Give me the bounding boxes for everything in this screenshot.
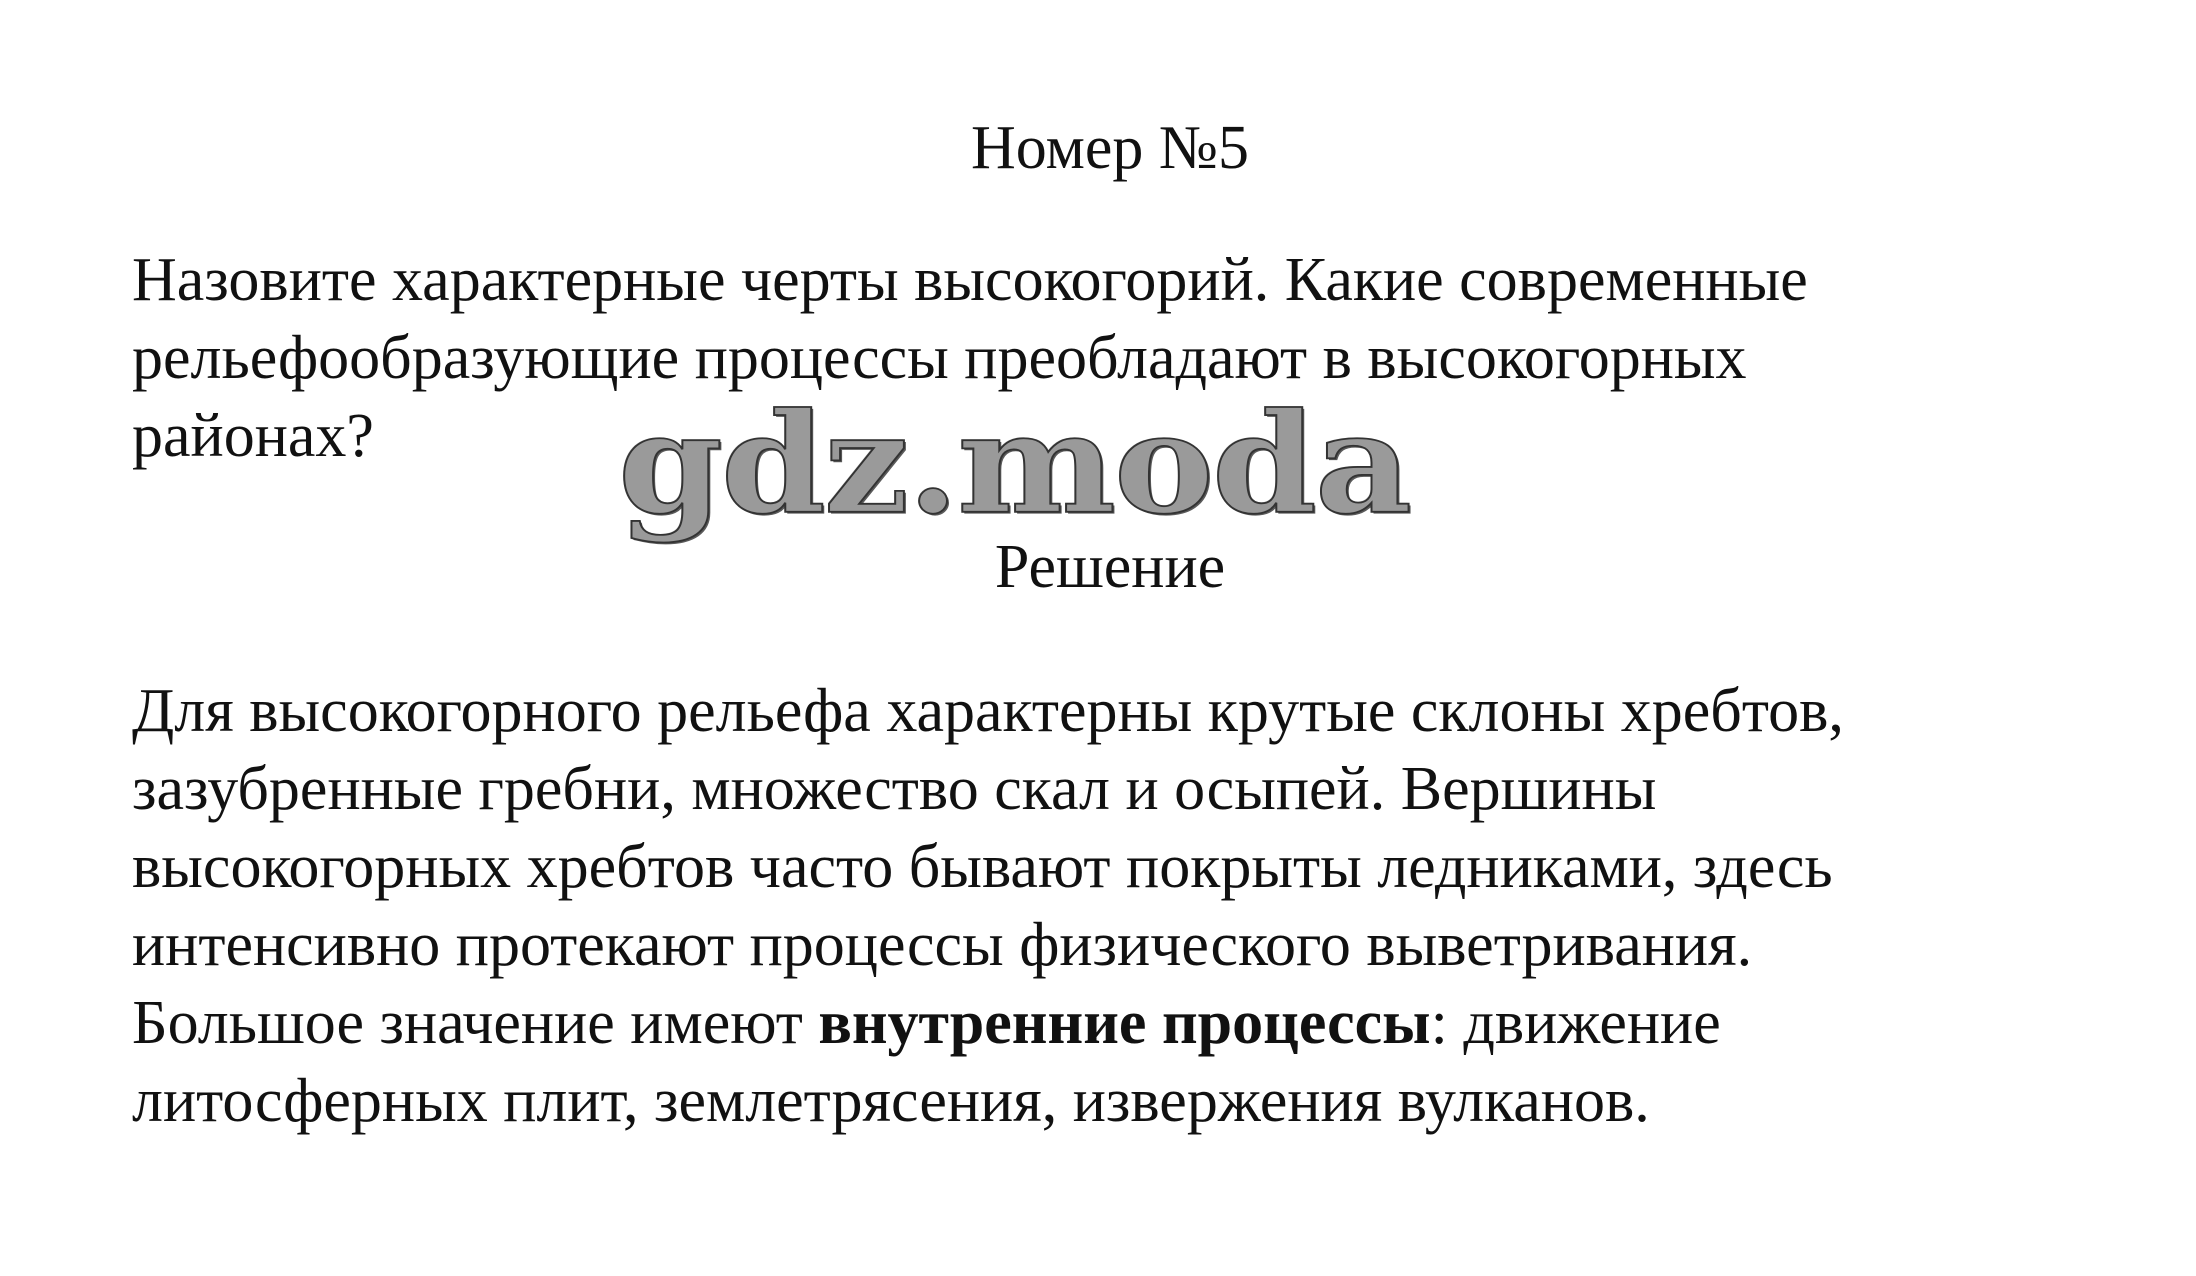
solution-heading: Решение bbox=[994, 533, 1226, 601]
answer-text bbox=[132, 672, 2132, 1140]
answer-line: высокогорных хребтов часто бывают покрыты ледниками, здесь bbox=[132, 833, 1833, 901]
answer-line-start: Большое значение имеют bbox=[132, 989, 819, 1057]
answer-line bbox=[132, 984, 2132, 1062]
question-line: рельефообразующие процессы преобладают в высокогорных bbox=[132, 324, 1747, 392]
watermark-logo: gdz.moda bbox=[618, 383, 1411, 545]
answer-line: зазубренные гребни, множество скал и осыпей. Вершины bbox=[132, 755, 1657, 823]
question-line: районах? bbox=[132, 402, 374, 470]
answer-line: литосферных плит, землетрясения, извержения вулканов. bbox=[132, 1067, 1650, 1135]
question-line: Назовите характерные черты высокогорий. Какие современные bbox=[132, 246, 1808, 314]
answer-emphasis: внутренние процессы bbox=[818, 989, 1431, 1057]
answer-line-end: : движение bbox=[1430, 989, 1721, 1057]
task-title: Номер №5 bbox=[970, 114, 1249, 182]
answer-line: Для высокогорного рельефа характерны крутые склоны хребтов, bbox=[132, 677, 1844, 745]
answer-line: интенсивно протекают процессы физического выветривания. bbox=[132, 911, 1753, 979]
